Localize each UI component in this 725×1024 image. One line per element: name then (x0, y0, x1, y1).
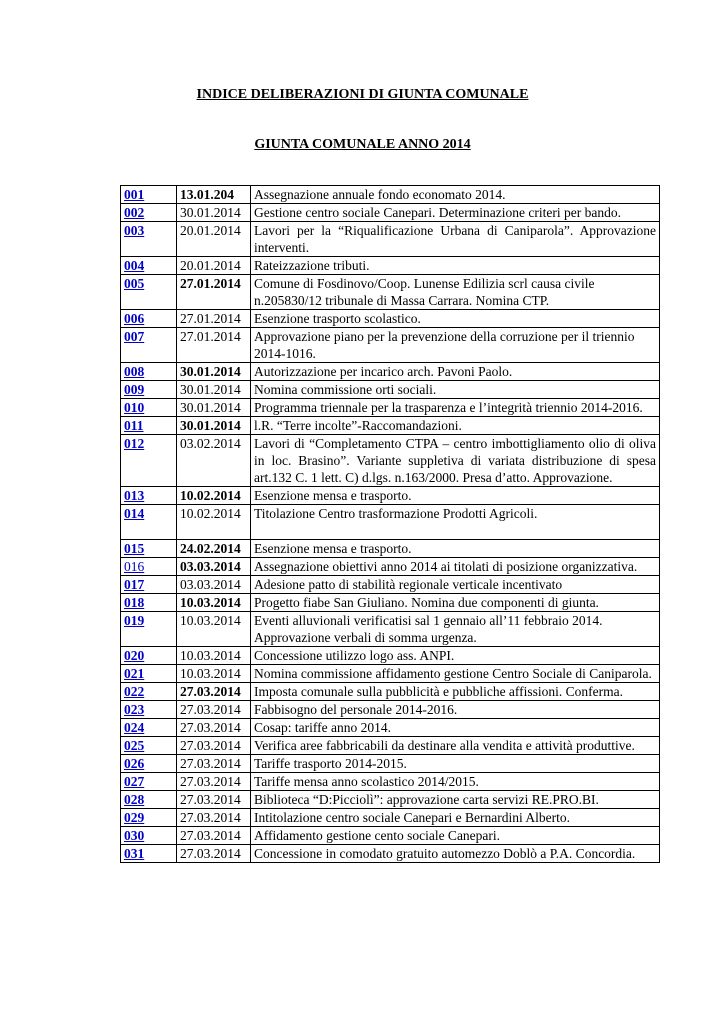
description-cell: Assegnazione obiettivi anno 2014 ai titolati di posizione organizzativa. (251, 558, 660, 576)
description-cell: Titolazione Centro trasformazione Prodotti Agricoli. (251, 505, 660, 540)
row-number-cell (121, 435, 177, 487)
row-number-cell (121, 558, 177, 576)
table-row (121, 310, 660, 328)
table-row (121, 204, 660, 222)
description-cell: Affidamento gestione cento sociale Canepari. (251, 827, 660, 845)
deliberation-link[interactable]: 003 (124, 223, 145, 238)
row-number-cell (121, 417, 177, 435)
date-cell: 30.01.2014 (177, 417, 251, 435)
description-cell: Lavori per la “Riqualificazione Urbana di Caniparola”. Approvazione interventi. (251, 222, 660, 257)
deliberation-link[interactable]: 026 (124, 756, 145, 771)
row-number-cell (121, 845, 177, 863)
deliberation-link[interactable]: 020 (124, 648, 145, 663)
table-row (121, 275, 660, 310)
row-number-cell (121, 683, 177, 701)
table-row (121, 845, 660, 863)
description-cell: Autorizzazione per incarico arch. Pavoni Paolo. (251, 363, 660, 381)
date-cell: 13.01.204 (177, 186, 251, 204)
row-number-cell (121, 791, 177, 809)
table-row (121, 417, 660, 435)
table-row (121, 809, 660, 827)
row-number-cell (121, 647, 177, 665)
table-row (121, 773, 660, 791)
date-cell: 27.01.2014 (177, 275, 251, 310)
deliberation-link[interactable]: 027 (124, 774, 145, 789)
date-cell: 30.01.2014 (177, 381, 251, 399)
description-cell: Nomina commissione orti sociali. (251, 381, 660, 399)
date-cell: 03.02.2014 (177, 435, 251, 487)
row-number-cell (121, 755, 177, 773)
description-cell: Imposta comunale sulla pubblicità e pubbliche affissioni. Conferma. (251, 683, 660, 701)
table-row (121, 612, 660, 647)
date-cell: 27.03.2014 (177, 773, 251, 791)
deliberation-link[interactable]: 009 (124, 382, 145, 397)
table-row (121, 665, 660, 683)
row-number-cell (121, 275, 177, 310)
date-cell: 20.01.2014 (177, 257, 251, 275)
row-number-cell (121, 257, 177, 275)
deliberation-link[interactable]: 015 (124, 541, 145, 556)
date-cell: 27.03.2014 (177, 827, 251, 845)
date-cell: 03.03.2014 (177, 576, 251, 594)
deliberation-link[interactable]: 018 (124, 595, 145, 610)
description-cell: l.R. “Terre incolte”-Raccomandazioni. (251, 417, 660, 435)
date-cell: 03.03.2014 (177, 558, 251, 576)
document-title: INDICE DELIBERAZIONI DI GIUNTA COMUNALE (196, 87, 529, 102)
row-number-cell (121, 773, 177, 791)
date-cell: 24.02.2014 (177, 540, 251, 558)
deliberations-table (120, 185, 660, 863)
deliberation-link[interactable]: 019 (124, 613, 145, 628)
table-row (121, 540, 660, 558)
row-number-cell (121, 665, 177, 683)
row-number-cell (121, 222, 177, 257)
row-number-cell (121, 737, 177, 755)
row-number-cell (121, 399, 177, 417)
row-number-cell (121, 328, 177, 363)
description-cell: Comune di Fosdinovo/Coop. Lunense Edilizia scrl causa civile n.205830/12 tribunale di Massa Carrara. Nomina CTP. (251, 275, 660, 310)
date-cell: 30.01.2014 (177, 204, 251, 222)
row-number-cell (121, 701, 177, 719)
date-cell: 10.03.2014 (177, 612, 251, 647)
deliberation-link[interactable]: 002 (124, 205, 145, 220)
deliberation-link[interactable]: 013 (124, 488, 145, 503)
date-cell: 30.01.2014 (177, 363, 251, 381)
table-row (121, 576, 660, 594)
date-cell: 10.02.2014 (177, 487, 251, 505)
deliberation-link[interactable]: 001 (124, 187, 145, 202)
date-cell: 30.01.2014 (177, 399, 251, 417)
table-row (121, 791, 660, 809)
deliberation-link[interactable]: 022 (124, 684, 145, 699)
description-cell: Tariffe trasporto 2014-2015. (251, 755, 660, 773)
date-cell: 27.03.2014 (177, 719, 251, 737)
document-subtitle: GIUNTA COMUNALE ANNO 2014 (254, 137, 471, 152)
table-row (121, 558, 660, 576)
deliberation-link[interactable]: 028 (124, 792, 145, 807)
table-row (121, 719, 660, 737)
row-number-cell (121, 576, 177, 594)
table-row (121, 594, 660, 612)
table-row (121, 505, 660, 540)
deliberation-link[interactable]: 029 (124, 810, 145, 825)
date-cell: 27.03.2014 (177, 791, 251, 809)
table-row (121, 328, 660, 363)
description-cell: Cosap: tariffe anno 2014. (251, 719, 660, 737)
date-cell: 27.03.2014 (177, 809, 251, 827)
date-cell: 10.02.2014 (177, 505, 251, 540)
date-cell: 27.03.2014 (177, 683, 251, 701)
deliberation-link[interactable]: 025 (124, 738, 145, 753)
date-cell: 27.01.2014 (177, 328, 251, 363)
description-cell: Intitolazione centro sociale Canepari e Bernardini Alberto. (251, 809, 660, 827)
row-number-cell (121, 310, 177, 328)
table-row (121, 381, 660, 399)
deliberation-link[interactable]: 016 (124, 559, 145, 574)
row-number-cell (121, 363, 177, 381)
table-row (121, 186, 660, 204)
description-cell: Concessione utilizzo logo ass. ANPI. (251, 647, 660, 665)
deliberation-link[interactable]: 006 (124, 311, 145, 326)
deliberation-link[interactable]: 008 (124, 364, 145, 379)
description-cell: Biblioteca “D:Picciolì”: approvazione carta servizi RE.PRO.BI. (251, 791, 660, 809)
date-cell: 27.01.2014 (177, 310, 251, 328)
row-number-cell (121, 594, 177, 612)
description-cell: Verifica aree fabbricabili da destinare alla vendita e attività produttive. (251, 737, 660, 755)
description-cell: Fabbisogno del personale 2014-2016. (251, 701, 660, 719)
description-cell: Approvazione piano per la prevenzione della corruzione per il triennio 2014-1016. (251, 328, 660, 363)
date-cell: 27.03.2014 (177, 755, 251, 773)
date-cell: 27.03.2014 (177, 737, 251, 755)
row-number-cell (121, 719, 177, 737)
deliberation-link[interactable]: 010 (124, 400, 145, 415)
description-cell: Adesione patto di stabilità regionale verticale incentivato (251, 576, 660, 594)
description-cell: Gestione centro sociale Canepari. Determinazione criteri per bando. (251, 204, 660, 222)
date-cell: 10.03.2014 (177, 665, 251, 683)
description-cell: Assegnazione annuale fondo economato 2014. (251, 186, 660, 204)
deliberation-link[interactable]: 023 (124, 702, 145, 717)
deliberation-link[interactable]: 012 (124, 436, 145, 451)
row-number-cell (121, 381, 177, 399)
row-number-cell (121, 540, 177, 558)
table-row (121, 701, 660, 719)
description-cell: Programma triennale per la trasparenza e l’integrità triennio 2014-2016. (251, 399, 660, 417)
deliberation-link[interactable]: 030 (124, 828, 145, 843)
table-row (121, 435, 660, 487)
deliberation-link[interactable]: 014 (124, 506, 145, 521)
date-cell: 10.03.2014 (177, 594, 251, 612)
deliberation-link[interactable]: 005 (124, 276, 145, 291)
row-number-cell (121, 204, 177, 222)
description-cell: Concessione in comodato gratuito automezzo Doblò a P.A. Concordia. (251, 845, 660, 863)
row-number-cell (121, 186, 177, 204)
deliberation-link[interactable]: 017 (124, 577, 145, 592)
description-cell: Rateizzazione tributi. (251, 257, 660, 275)
description-cell: Eventi alluvionali verificatisi sal 1 gennaio all’11 febbraio 2014. Approvazione verbali di somma urgenza. (251, 612, 660, 647)
table-row (121, 827, 660, 845)
table-row (121, 363, 660, 381)
row-number-cell (121, 505, 177, 540)
table-row (121, 399, 660, 417)
row-number-cell (121, 487, 177, 505)
date-cell: 27.03.2014 (177, 845, 251, 863)
table-row (121, 737, 660, 755)
description-cell: Lavori di “Completamento CTPA – centro imbottigliamento olio di oliva in loc. Brasino”. Variante suppletiva di variata distribuzione di spesa art.132 C. 1 lett. C) d.lgs. n.163/2000. Presa d’atto. Approvazione. (251, 435, 660, 487)
table-row (121, 647, 660, 665)
description-cell: Esenzione mensa e trasporto. (251, 487, 660, 505)
description-cell: Esenzione mensa e trasporto. (251, 540, 660, 558)
deliberation-link[interactable]: 011 (124, 418, 144, 433)
table-row (121, 487, 660, 505)
deliberation-link[interactable]: 004 (124, 258, 145, 273)
deliberation-link[interactable]: 021 (124, 666, 145, 681)
row-number-cell (121, 612, 177, 647)
date-cell: 27.03.2014 (177, 701, 251, 719)
table-row (121, 257, 660, 275)
row-number-cell (121, 809, 177, 827)
table-row (121, 683, 660, 701)
description-cell: Progetto fiabe San Giuliano. Nomina due componenti di giunta. (251, 594, 660, 612)
table-row (121, 755, 660, 773)
date-cell: 10.03.2014 (177, 647, 251, 665)
description-cell: Esenzione trasporto scolastico. (251, 310, 660, 328)
description-cell: Tariffe mensa anno scolastico 2014/2015. (251, 773, 660, 791)
table-row (121, 222, 660, 257)
deliberation-link[interactable]: 024 (124, 720, 145, 735)
deliberation-link[interactable]: 007 (124, 329, 145, 344)
row-number-cell (121, 827, 177, 845)
deliberation-link[interactable]: 031 (124, 846, 145, 861)
date-cell: 20.01.2014 (177, 222, 251, 257)
deliberations-table-body (121, 186, 660, 863)
description-cell: Nomina commissione affidamento gestione Centro Sociale di Caniparola. (251, 665, 660, 683)
